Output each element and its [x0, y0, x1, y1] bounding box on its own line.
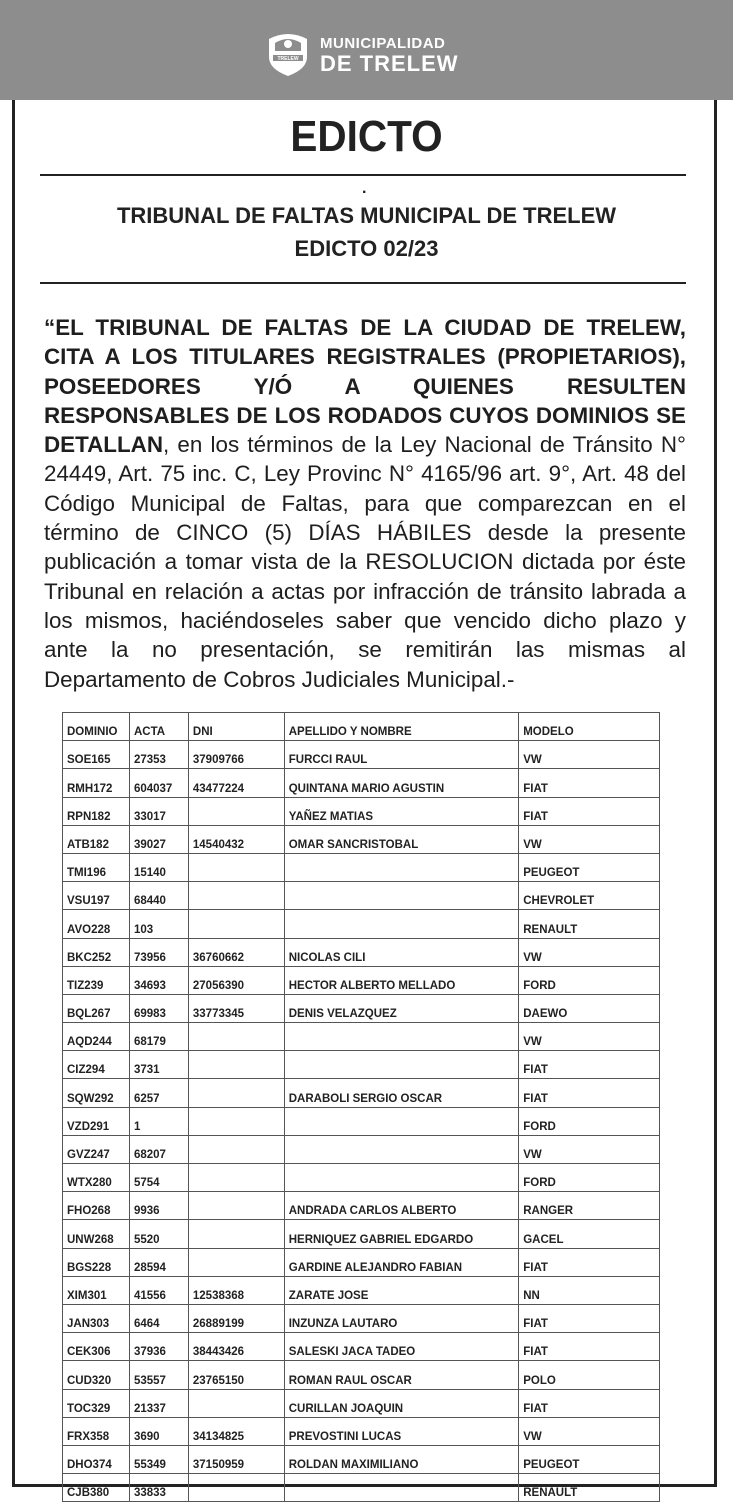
cell-acta: 15140 [129, 853, 188, 881]
cell-modelo: VW [519, 825, 660, 853]
cell-dni [188, 1474, 284, 1502]
cell-dominio: CIZ294 [63, 1051, 130, 1079]
cell-dni [188, 910, 284, 938]
cell-apellido-nombre: NICOLAS CILI [284, 938, 518, 966]
cell-dominio: BGS228 [63, 1248, 130, 1276]
cell-dominio: AQD244 [63, 1023, 130, 1051]
cell-dni [188, 1164, 284, 1192]
cell-dominio: GVZ247 [63, 1135, 130, 1163]
cell-dominio: SQW292 [63, 1079, 130, 1107]
cell-modelo: PEUGEOT [519, 853, 660, 881]
cell-dni [188, 1389, 284, 1417]
cell-dominio: CJB380 [63, 1474, 130, 1502]
cell-modelo: DAEWO [519, 994, 660, 1022]
cell-acta: 5754 [129, 1164, 188, 1192]
table-row [63, 769, 660, 797]
cell-acta: 28594 [129, 1248, 188, 1276]
cell-apellido-nombre: QUINTANA MARIO AGUSTIN [284, 769, 518, 797]
cell-apellido-nombre: OMAR SANCRISTOBAL [284, 825, 518, 853]
cell-modelo: VW [519, 741, 660, 769]
cell-dominio: UNW268 [63, 1220, 130, 1248]
cell-dominio: CEK306 [63, 1333, 130, 1361]
cell-apellido-nombre [284, 1051, 518, 1079]
column-header: DNI [188, 713, 284, 741]
table-row [63, 1023, 660, 1051]
cell-dominio: RMH172 [63, 769, 130, 797]
cell-apellido-nombre: CURILLAN JOAQUIN [284, 1389, 518, 1417]
cell-dominio: FHO268 [63, 1192, 130, 1220]
cell-dominio: RPN182 [63, 797, 130, 825]
cell-acta: 3731 [129, 1051, 188, 1079]
cell-modelo: PEUGEOT [519, 1445, 660, 1473]
table-row [63, 1417, 660, 1445]
cell-acta: 1 [129, 1107, 188, 1135]
cell-modelo: FIAT [519, 1389, 660, 1417]
municipal-shield-logo [265, 27, 311, 77]
cell-apellido-nombre: INZUNZA LAUTARO [284, 1304, 518, 1332]
cell-modelo: FIAT [519, 1051, 660, 1079]
cell-dominio: TOC329 [63, 1389, 130, 1417]
table-row [63, 1304, 660, 1332]
cell-dominio: TMI196 [63, 853, 130, 881]
cell-acta: 69983 [129, 994, 188, 1022]
cell-modelo: VW [519, 1023, 660, 1051]
cell-modelo: RANGER [519, 1192, 660, 1220]
cell-dominio: FRX358 [63, 1417, 130, 1445]
cell-dni [188, 1051, 284, 1079]
cell-dominio: BKC252 [63, 938, 130, 966]
cell-dni: 43477224 [188, 769, 284, 797]
cell-apellido-nombre: ZARATE JOSE [284, 1276, 518, 1304]
cell-dominio: DHO374 [63, 1445, 130, 1473]
table-row [63, 1107, 660, 1135]
table-row [63, 797, 660, 825]
cell-apellido-nombre: GARDINE ALEJANDRO FABIAN [284, 1248, 518, 1276]
cell-apellido-nombre [284, 1164, 518, 1192]
cell-apellido-nombre [284, 853, 518, 881]
table-row [63, 741, 660, 769]
table-row [63, 1445, 660, 1473]
cell-acta: 33833 [129, 1474, 188, 1502]
divider-top [40, 174, 686, 176]
cell-modelo: FORD [519, 1164, 660, 1192]
cell-acta: 37936 [129, 1333, 188, 1361]
cell-modelo: FIAT [519, 1333, 660, 1361]
cell-dni [188, 797, 284, 825]
table-row [63, 994, 660, 1022]
table-row [63, 1474, 660, 1502]
edict-body-normal: , en los términos de la Ley Nacional de Tránsito N° 24449, Art. 75 inc. C, Ley Provinc N° 4165/96 art. 9°, Art. 48 del Código Municipal de Faltas, para que comparezcan en el término de CINCO (5) DÍAS HÁBILES desde la presente publicación a tomar vista de la RESOLUCION dictada por éste Tribunal en relación a actas por infracción de tránsito labrada a los mismos, haciéndoseles saber que vencido dicho plazo y ante la no presentación, se remitirán las mismas al Departamento de Cobros Judiciales Municipal.- [44, 432, 686, 692]
cell-dominio: SOE165 [63, 741, 130, 769]
column-header: ACTA [129, 713, 188, 741]
cell-dominio: WTX280 [63, 1164, 130, 1192]
cell-modelo: FIAT [519, 769, 660, 797]
table-row [63, 1361, 660, 1389]
cell-modelo: RENAULT [519, 1474, 660, 1502]
cell-modelo: VW [519, 938, 660, 966]
table-row [63, 1192, 660, 1220]
cell-apellido-nombre: ANDRADA CARLOS ALBERTO [284, 1192, 518, 1220]
cell-dominio: ATB182 [63, 825, 130, 853]
cell-apellido-nombre: DARABOLI SERGIO OSCAR [284, 1079, 518, 1107]
cell-acta: 33017 [129, 797, 188, 825]
cell-dni [188, 1220, 284, 1248]
cell-modelo: GACEL [519, 1220, 660, 1248]
cell-dni [188, 1079, 284, 1107]
table-row [63, 1051, 660, 1079]
cell-apellido-nombre: ROMAN RAUL OSCAR [284, 1361, 518, 1389]
cell-dni: 37150959 [188, 1445, 284, 1473]
cell-dni: 27056390 [188, 966, 284, 994]
cell-acta: 73956 [129, 938, 188, 966]
cell-dni [188, 882, 284, 910]
cell-dni: 37909766 [188, 741, 284, 769]
cell-acta: 39027 [129, 825, 188, 853]
table-row [63, 1248, 660, 1276]
cell-dominio: VSU197 [63, 882, 130, 910]
cell-apellido-nombre [284, 1023, 518, 1051]
cell-modelo: FIAT [519, 1079, 660, 1107]
cell-modelo: NN [519, 1276, 660, 1304]
edict-body [44, 313, 686, 694]
column-header: DOMINIO [63, 713, 130, 741]
table-row [63, 1164, 660, 1192]
cell-dni [188, 1135, 284, 1163]
cell-apellido-nombre [284, 1474, 518, 1502]
cell-dni [188, 853, 284, 881]
table-row [63, 966, 660, 994]
cell-dominio: VZD291 [63, 1107, 130, 1135]
edict-body-bold: “EL TRIBUNAL DE FALTAS DE LA CIUDAD DE TRELEW, CITA A LOS TITULARES REGISTRALES (PROPIETARIOS), POSEEDORES Y/Ó A QUIENES RESULTEN RESPONSABLES DE LOS RODADOS CUYOS DOMINIOS SE DETALLAN [44, 315, 686, 458]
cell-apellido-nombre: DENIS VELAZQUEZ [284, 994, 518, 1022]
brand-name [320, 36, 459, 75]
header-bar [0, 0, 733, 100]
subtitle-tribunal: TRIBUNAL DE FALTAS MUNICIPAL DE TRELEW [116, 203, 617, 228]
cell-acta: 6464 [129, 1304, 188, 1332]
vehicles-table [62, 712, 660, 1502]
cell-acta: 6257 [129, 1079, 188, 1107]
cell-apellido-nombre: FURCCI RAUL [284, 741, 518, 769]
cell-apellido-nombre [284, 910, 518, 938]
cell-acta: 21337 [129, 1389, 188, 1417]
cell-dominio: JAN303 [63, 1304, 130, 1332]
brand-line-1: MUNICIPALIDAD [320, 35, 446, 52]
table-row [63, 882, 660, 910]
column-header: MODELO [519, 713, 660, 741]
cell-dni: 23765150 [188, 1361, 284, 1389]
cell-acta: 68179 [129, 1023, 188, 1051]
cell-acta: 27353 [129, 741, 188, 769]
cell-dominio: CUD320 [63, 1361, 130, 1389]
cell-acta: 604037 [129, 769, 188, 797]
table-row [63, 1079, 660, 1107]
table-header-row [63, 713, 660, 741]
cell-dni: 36760662 [188, 938, 284, 966]
cell-modelo: VW [519, 1417, 660, 1445]
cell-apellido-nombre: PREVOSTINI LUCAS [284, 1417, 518, 1445]
cell-acta: 68207 [129, 1135, 188, 1163]
cell-acta: 103 [129, 910, 188, 938]
table-row [63, 1389, 660, 1417]
brand-line-2: DE TRELEW [320, 51, 459, 76]
cell-dominio: AVO228 [63, 910, 130, 938]
table-row [63, 938, 660, 966]
cell-acta: 3690 [129, 1417, 188, 1445]
cell-modelo: RENAULT [519, 910, 660, 938]
cell-apellido-nombre: HECTOR ALBERTO MELLADO [284, 966, 518, 994]
page-title: EDICTO [290, 112, 443, 161]
table-row [63, 910, 660, 938]
cell-dominio: TIZ239 [63, 966, 130, 994]
cell-dni [188, 1107, 284, 1135]
cell-acta: 55349 [129, 1445, 188, 1473]
cell-dni: 14540432 [188, 825, 284, 853]
cell-acta: 53557 [129, 1361, 188, 1389]
table-row [63, 1220, 660, 1248]
separator-dot: . [362, 180, 367, 197]
cell-dni: 38443426 [188, 1333, 284, 1361]
cell-dni [188, 1192, 284, 1220]
table-row [63, 1276, 660, 1304]
cell-dni: 34134825 [188, 1417, 284, 1445]
table-row [63, 1333, 660, 1361]
table-row [63, 1135, 660, 1163]
table-row [63, 825, 660, 853]
cell-dominio: XIM301 [63, 1276, 130, 1304]
logo-text: TRELEW [277, 56, 299, 62]
cell-modelo: FORD [519, 1107, 660, 1135]
cell-dni [188, 1248, 284, 1276]
cell-apellido-nombre: SALESKI JACA TADEO [284, 1333, 518, 1361]
cell-apellido-nombre: YAÑEZ MATIAS [284, 797, 518, 825]
cell-dni: 26889199 [188, 1304, 284, 1332]
cell-modelo: FIAT [519, 797, 660, 825]
cell-acta: 41556 [129, 1276, 188, 1304]
cell-modelo: FIAT [519, 1248, 660, 1276]
cell-modelo: VW [519, 1135, 660, 1163]
cell-apellido-nombre: HERNIQUEZ GABRIEL EDGARDO [284, 1220, 518, 1248]
cell-modelo: FORD [519, 966, 660, 994]
cell-modelo: POLO [519, 1361, 660, 1389]
cell-apellido-nombre [284, 1135, 518, 1163]
cell-modelo: FIAT [519, 1304, 660, 1332]
cell-apellido-nombre [284, 882, 518, 910]
cell-apellido-nombre: ROLDAN MAXIMILIANO [284, 1445, 518, 1473]
divider-bottom [40, 282, 686, 284]
cell-acta: 5520 [129, 1220, 188, 1248]
cell-dni: 33773345 [188, 994, 284, 1022]
cell-modelo: CHEVROLET [519, 882, 660, 910]
column-header: APELLIDO Y NOMBRE [284, 713, 518, 741]
cell-apellido-nombre [284, 1107, 518, 1135]
cell-acta: 9936 [129, 1192, 188, 1220]
subtitle-edict-number: EDICTO 02/23 [294, 236, 439, 261]
cell-acta: 68440 [129, 882, 188, 910]
cell-dominio: BQL267 [63, 994, 130, 1022]
cell-dni [188, 1023, 284, 1051]
cell-acta: 34693 [129, 966, 188, 994]
cell-dni: 12538368 [188, 1276, 284, 1304]
table-row [63, 853, 660, 881]
